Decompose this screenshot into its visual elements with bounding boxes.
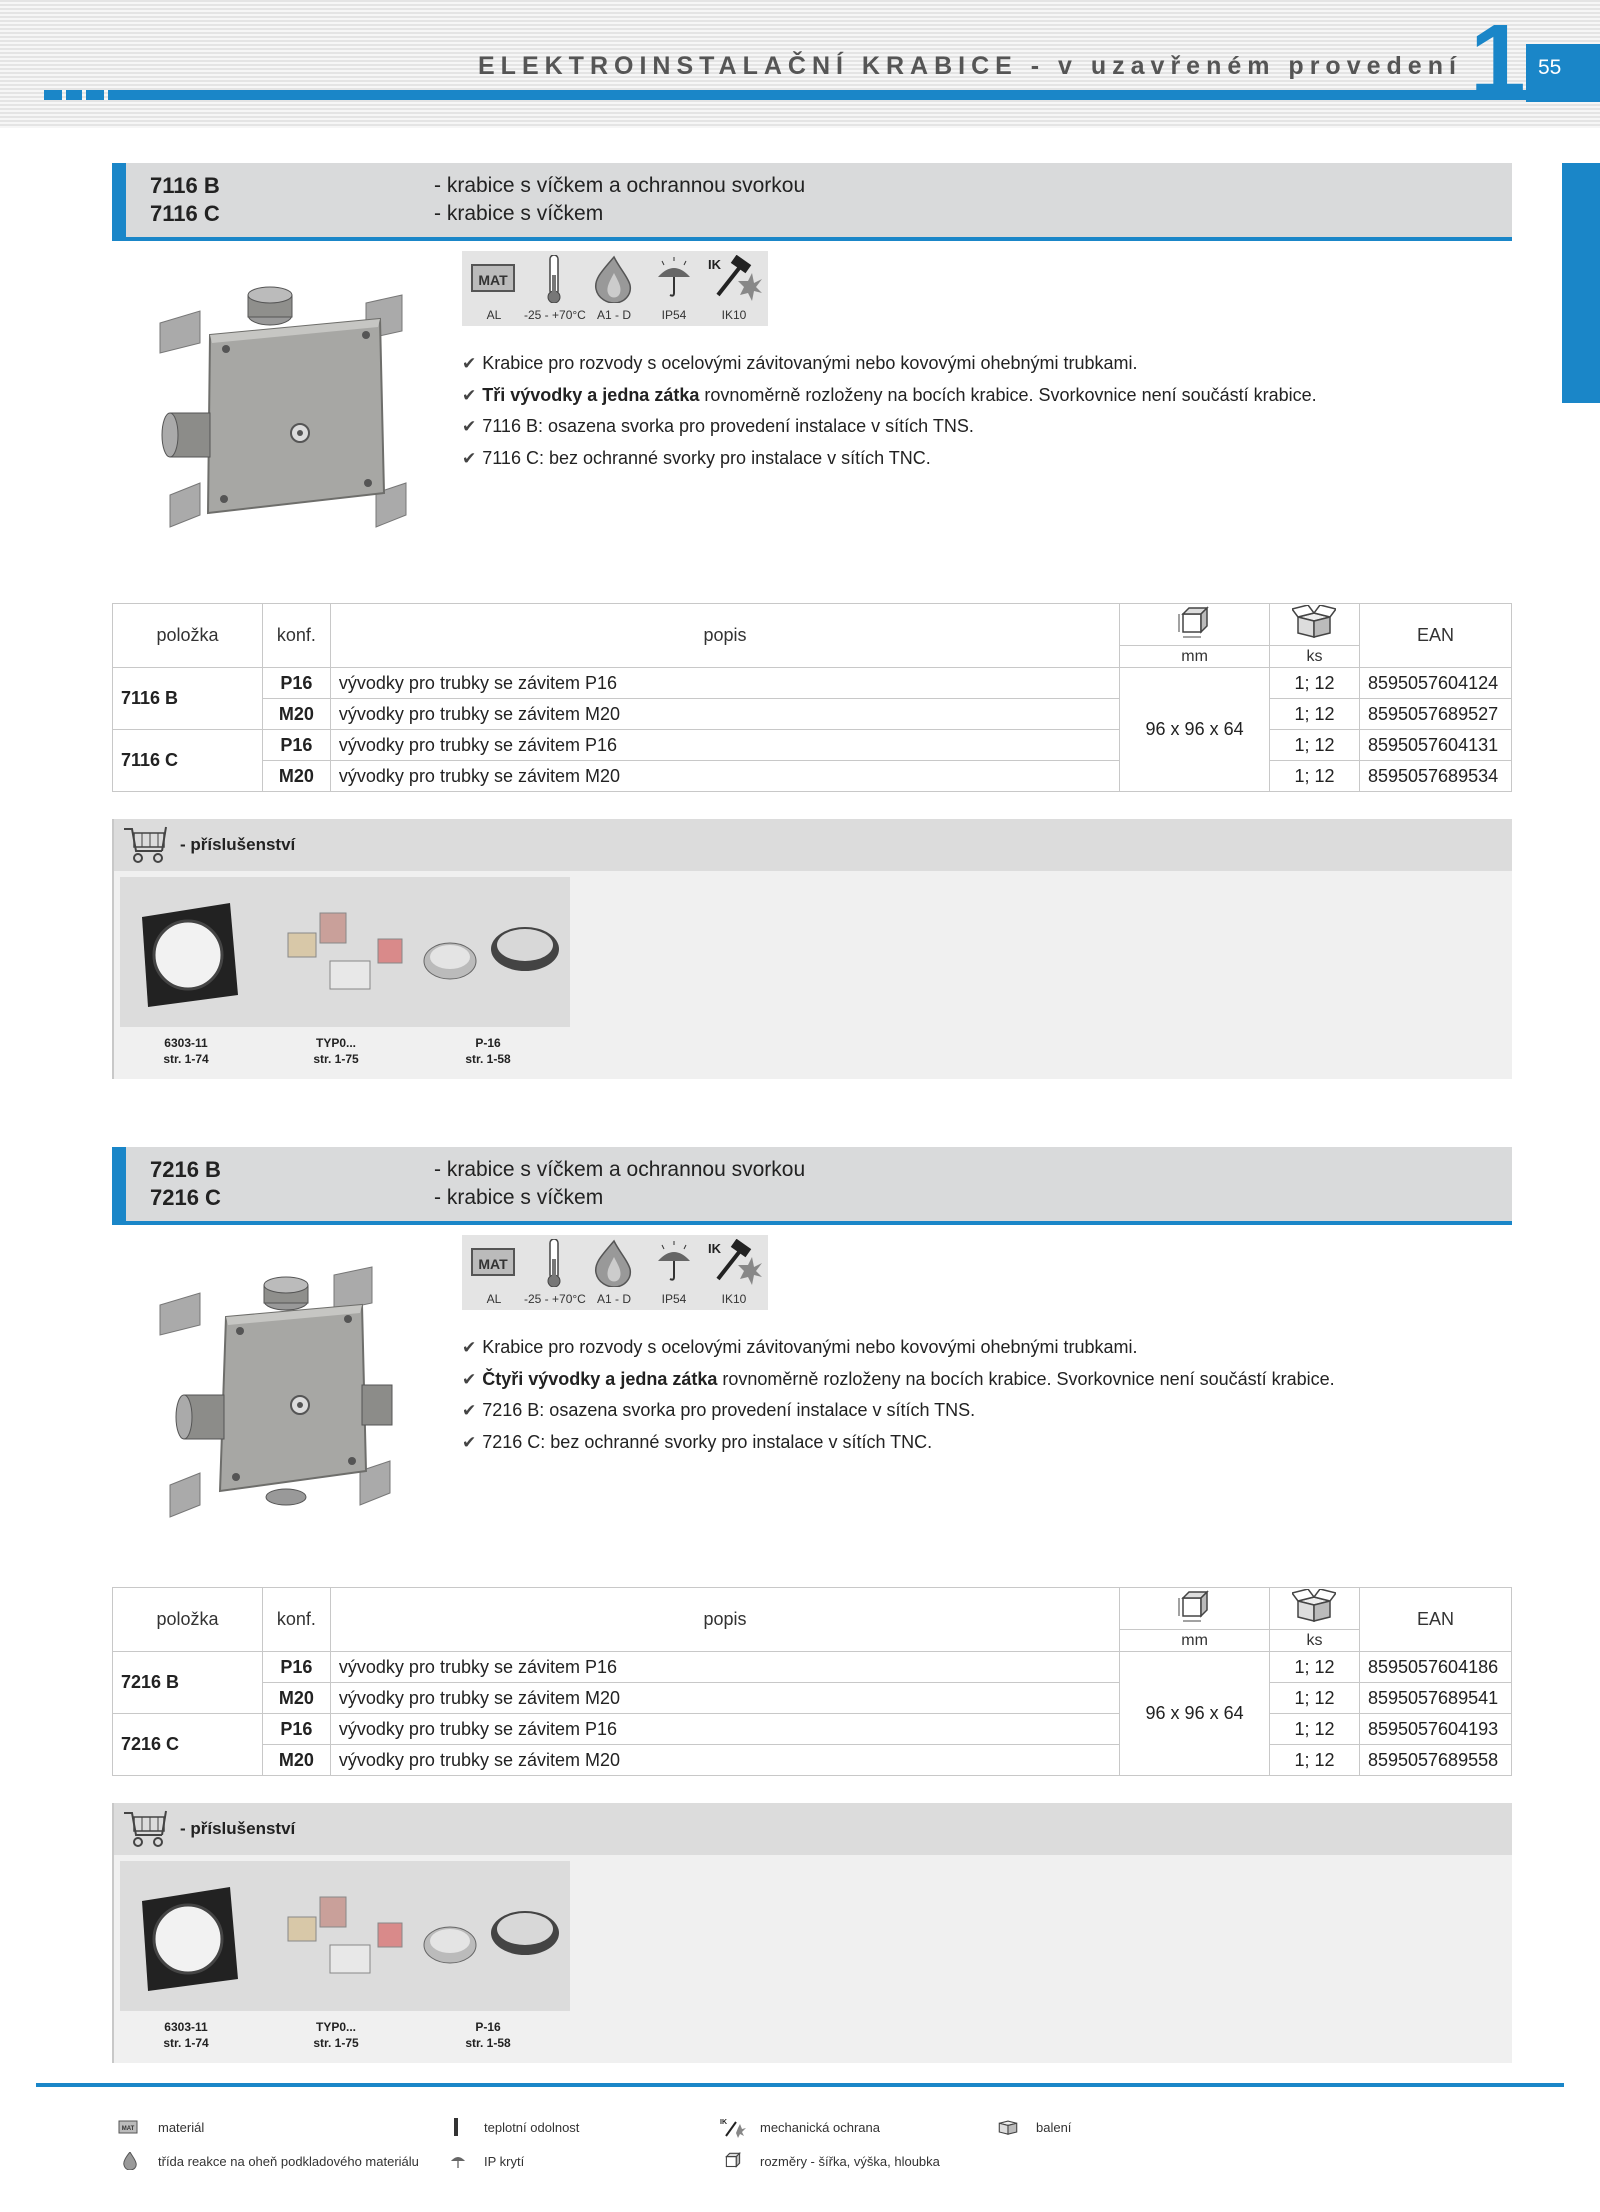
product-spec-table xyxy=(112,603,1512,792)
accessories-photo xyxy=(120,1861,570,2011)
box-icon xyxy=(996,2116,1020,2136)
umbrella-icon xyxy=(644,255,704,303)
hammer-impact-icon xyxy=(720,2116,746,2138)
spec-icon-strip xyxy=(462,1235,768,1310)
desc-cell: vývodky pro trubky se závitem M20 xyxy=(330,1745,1119,1776)
desc-cell: vývodky pro trubky se závitem P16 xyxy=(330,1714,1119,1745)
ik-badge-text: IK xyxy=(708,1241,721,1256)
table-row xyxy=(113,668,1512,699)
table-row xyxy=(113,1652,1512,1683)
pack-cell: 1; 12 xyxy=(1270,1714,1360,1745)
conf-cell: M20 xyxy=(262,699,330,730)
temperature-value: -25 - +70°C xyxy=(524,308,586,322)
ean-cell: 8595057689534 xyxy=(1359,761,1511,792)
umbrella-icon xyxy=(644,1239,704,1287)
product-description: - krabice s víčkem xyxy=(434,202,604,225)
header-square-2 xyxy=(66,90,82,100)
header-ean: EAN xyxy=(1359,604,1511,668)
desc-cell: vývodky pro trubky se závitem P16 xyxy=(330,730,1119,761)
table-row xyxy=(113,1745,1512,1776)
flame-icon xyxy=(120,2152,140,2170)
product-description: - krabice s víčkem a ochrannou svorkou xyxy=(434,174,806,197)
accessories-bar xyxy=(114,1803,1512,1855)
conf-cell: M20 xyxy=(262,1745,330,1776)
header-square-3 xyxy=(86,90,104,100)
header-dim-unit: mm xyxy=(1120,646,1270,668)
ik-badge-text: IK xyxy=(708,257,721,272)
dimension-cell: 96 x 96 x 64 xyxy=(1120,668,1270,792)
accessory-caption: 6303-11 str. 1-74 xyxy=(163,2020,209,2050)
thermometer-icon xyxy=(524,1239,584,1287)
box-icon xyxy=(1292,605,1336,639)
table-row xyxy=(113,730,1512,761)
impact-spec xyxy=(704,1235,764,1310)
conf-cell: M20 xyxy=(262,1683,330,1714)
impact-value: IK10 xyxy=(721,308,747,322)
legend-mat-badge-text: MAT xyxy=(121,2126,135,2132)
pack-cell: 1; 12 xyxy=(1270,761,1360,792)
product-code: 7216 C xyxy=(150,1185,221,1210)
product-title-bar xyxy=(112,163,1512,241)
check-icon: ✔ xyxy=(462,449,477,468)
accessory-caption: TYP0... str. 1-75 xyxy=(313,1036,359,1066)
header-dim-unit: mm xyxy=(1120,1630,1270,1652)
legend-temperature: teplotní odolnost xyxy=(484,2120,580,2135)
pack-cell: 1; 12 xyxy=(1270,699,1360,730)
desc-cell: vývodky pro trubky se závitem M20 xyxy=(330,761,1119,792)
impact-value: IK10 xyxy=(721,1292,747,1306)
legend-material: materiál xyxy=(158,2120,205,2135)
item-code: 7116 C xyxy=(113,730,263,792)
header-item: položka xyxy=(113,1588,263,1652)
legend-ip: IP krytí xyxy=(484,2154,525,2169)
ean-cell: 8595057689541 xyxy=(1359,1683,1511,1714)
fire-class-value: A1 - D xyxy=(596,1292,631,1306)
desc-cell: vývodky pro trubky se závitem P16 xyxy=(330,1652,1119,1683)
legend-ik-badge-text: IK xyxy=(720,2119,727,2126)
product-description: - krabice s víčkem xyxy=(434,1186,604,1209)
dimensions-cube-icon xyxy=(722,2150,744,2172)
packaging-header xyxy=(1270,1588,1360,1630)
check-icon: ✔ xyxy=(462,1433,477,1452)
thermometer-icon xyxy=(446,2118,466,2136)
umbrella-icon xyxy=(448,2152,468,2170)
check-icon: ✔ xyxy=(462,1370,477,1389)
mat-badge-text: MAT xyxy=(478,1256,508,1272)
temperature-spec xyxy=(524,251,584,326)
item-code: 7216 B xyxy=(113,1652,263,1714)
conf-cell: P16 xyxy=(262,730,330,761)
footer-rule xyxy=(36,2083,1564,2087)
check-icon: ✔ xyxy=(462,354,477,373)
desc-cell: vývodky pro trubky se závitem M20 xyxy=(330,1683,1119,1714)
conf-cell: P16 xyxy=(262,1652,330,1683)
mat-badge-text: MAT xyxy=(478,272,508,288)
ean-cell: 8595057604131 xyxy=(1359,730,1511,761)
accessories-panel xyxy=(112,819,1512,1079)
ean-cell: 8595057604186 xyxy=(1359,1652,1511,1683)
header-ean: EAN xyxy=(1359,1588,1511,1652)
check-icon: ✔ xyxy=(462,386,477,405)
material-icon xyxy=(118,2118,138,2136)
header-square-1 xyxy=(44,90,62,100)
feature-bullet: ✔ Čtyři vývodky a jedna zátka rovnoměrně rozloženy na bocích krabice. Svorkovnice není součástí krabice. xyxy=(462,1369,1335,1389)
table-row xyxy=(113,1683,1512,1714)
desc-cell: vývodky pro trubky se závitem M20 xyxy=(330,699,1119,730)
flame-icon xyxy=(584,1239,644,1287)
check-icon: ✔ xyxy=(462,1401,477,1420)
header-pack-unit: ks xyxy=(1270,1630,1360,1652)
shopping-cart-icon xyxy=(122,1809,170,1849)
impact-spec xyxy=(704,251,764,326)
dimensions-header xyxy=(1120,1588,1270,1630)
conf-cell: M20 xyxy=(262,761,330,792)
material-icon xyxy=(464,1239,524,1287)
conf-cell: P16 xyxy=(262,668,330,699)
page-number: 55 xyxy=(1526,44,1600,102)
accessory-caption: 6303-11 str. 1-74 xyxy=(163,1036,209,1066)
packaging-header xyxy=(1270,604,1360,646)
chapter-side-tab xyxy=(1562,163,1600,403)
product-spec-table xyxy=(112,1587,1512,1776)
material-value: AL xyxy=(486,308,502,322)
fire-class-spec xyxy=(584,251,644,326)
dimension-cell: 96 x 96 x 64 xyxy=(1120,1652,1270,1776)
dimensions-cube-icon xyxy=(1175,604,1215,640)
material-value: AL xyxy=(486,1292,502,1306)
header-item: položka xyxy=(113,604,263,668)
legend-dimensions: rozměry - šířka, výška, hloubka xyxy=(760,2154,940,2169)
header-conf: konf. xyxy=(262,1588,330,1652)
item-code: 7116 B xyxy=(113,668,263,730)
product-photo-box-4-entries xyxy=(140,1265,430,1535)
page-header xyxy=(0,0,1600,128)
accessories-label: - příslušenství xyxy=(180,1819,296,1838)
material-icon xyxy=(464,255,524,303)
table-row xyxy=(113,699,1512,730)
accessories-photo xyxy=(120,877,570,1027)
ean-cell: 8595057689527 xyxy=(1359,699,1511,730)
header-rule xyxy=(108,90,1528,100)
table-row xyxy=(113,1714,1512,1745)
header-desc: popis xyxy=(330,1588,1119,1652)
pack-cell: 1; 12 xyxy=(1270,1683,1360,1714)
table-row xyxy=(113,761,1512,792)
ip-value: IP54 xyxy=(661,308,687,322)
ip-spec xyxy=(644,1235,704,1310)
feature-bullet: ✔ Krabice pro rozvody s ocelovými závitovanými nebo kovovými ohebnými trubkami. xyxy=(462,1337,1138,1357)
product-title-bar xyxy=(112,1147,1512,1225)
legend-mechanical: mechanická ochrana xyxy=(760,2120,880,2135)
conf-cell: P16 xyxy=(262,1714,330,1745)
dimensions-header xyxy=(1120,604,1270,646)
product-description: - krabice s víčkem a ochrannou svorkou xyxy=(434,1158,806,1181)
product-code: 7116 B xyxy=(150,173,220,198)
feature-bullet: ✔ 7116 C: bez ochranné svorky pro instalace v sítích TNC. xyxy=(462,448,931,468)
flame-icon xyxy=(584,255,644,303)
accessories-panel xyxy=(112,1803,1512,2063)
dimensions-cube-icon xyxy=(1175,1588,1215,1624)
legend-fire: třída reakce na oheň podkladového materiálu xyxy=(158,2154,419,2169)
hammer-impact-icon xyxy=(704,255,764,303)
temperature-value: -25 - +70°C xyxy=(524,1292,586,1306)
temperature-spec xyxy=(524,1235,584,1310)
product-code: 7216 B xyxy=(150,1157,221,1182)
header-conf: konf. xyxy=(262,604,330,668)
accessory-caption: P-16 str. 1-58 xyxy=(465,2020,511,2050)
fire-class-spec xyxy=(584,1235,644,1310)
item-code: 7216 C xyxy=(113,1714,263,1776)
pack-cell: 1; 12 xyxy=(1270,1745,1360,1776)
feature-bullet: ✔ 7216 B: osazena svorka pro provedení instalace v sítích TNS. xyxy=(462,1400,976,1420)
header-pack-unit: ks xyxy=(1270,646,1360,668)
feature-bullet: ✔ 7116 B: osazena svorka pro provedení instalace v sítích TNS. xyxy=(462,416,974,436)
pack-cell: 1; 12 xyxy=(1270,1652,1360,1683)
check-icon: ✔ xyxy=(462,1338,477,1357)
material-spec xyxy=(464,1235,524,1310)
check-icon: ✔ xyxy=(462,417,477,436)
chapter-number: 1 xyxy=(1470,4,1526,116)
spec-icon-strip xyxy=(462,251,768,326)
pack-cell: 1; 12 xyxy=(1270,668,1360,699)
ean-cell: 8595057689558 xyxy=(1359,1745,1511,1776)
product-code: 7116 C xyxy=(150,201,220,226)
thermometer-icon xyxy=(524,255,584,303)
ip-value: IP54 xyxy=(661,1292,687,1306)
fire-class-value: A1 - D xyxy=(596,308,631,322)
accessories-bar xyxy=(114,819,1512,871)
ip-spec xyxy=(644,251,704,326)
product-photo-box-3-entries xyxy=(140,283,430,553)
accessories-label: - příslušenství xyxy=(180,835,296,854)
hammer-impact-icon xyxy=(704,1239,764,1287)
shopping-cart-icon xyxy=(122,825,170,865)
feature-bullet: ✔ Tři vývodky a jedna zátka rovnoměrně rozloženy na bocích krabice. Svorkovnice není součástí krabice. xyxy=(462,385,1317,405)
header-desc: popis xyxy=(330,604,1119,668)
accessory-caption: TYP0... str. 1-75 xyxy=(313,2020,359,2050)
box-icon xyxy=(1292,1589,1336,1623)
pack-cell: 1; 12 xyxy=(1270,730,1360,761)
material-spec xyxy=(464,251,524,326)
desc-cell: vývodky pro trubky se závitem P16 xyxy=(330,668,1119,699)
feature-bullet: ✔ Krabice pro rozvody s ocelovými závitovanými nebo kovovými ohebnými trubkami. xyxy=(462,353,1138,373)
ean-cell: 8595057604193 xyxy=(1359,1714,1511,1745)
legend-packaging: balení xyxy=(1036,2120,1072,2135)
accessory-caption: P-16 str. 1-58 xyxy=(465,1036,511,1066)
ean-cell: 8595057604124 xyxy=(1359,668,1511,699)
feature-bullet: ✔ 7216 C: bez ochranné svorky pro instalace v sítích TNC. xyxy=(462,1432,933,1452)
header-title: ELEKTROINSTALAČNÍ KRABICE - v uzavřeném provedení xyxy=(478,52,1462,80)
